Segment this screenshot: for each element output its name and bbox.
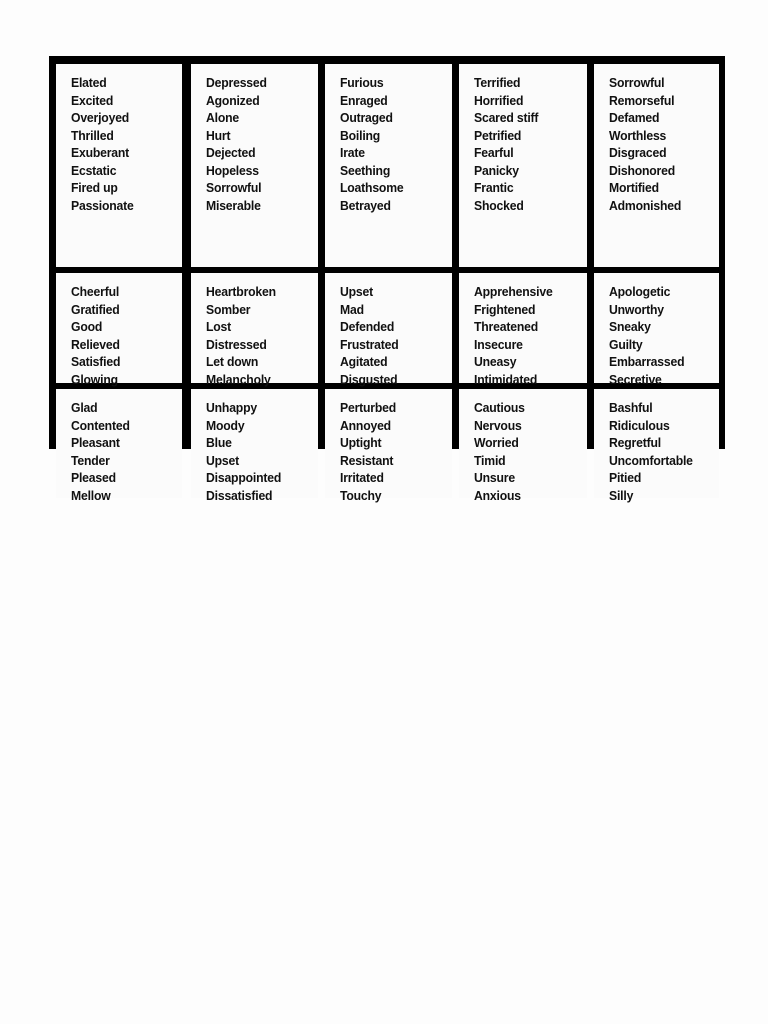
feeling-word: Unhappy bbox=[206, 400, 257, 415]
word-cell-r3-c2 bbox=[191, 389, 318, 503]
feeling-word: Enraged bbox=[340, 92, 388, 108]
feeling-word: Threatened bbox=[474, 319, 538, 334]
feeling-word: Perturbed bbox=[340, 400, 397, 415]
word-cell-r3-c5 bbox=[594, 389, 719, 503]
feeling-word: Passionate bbox=[71, 197, 134, 213]
word-cell-r3-c3 bbox=[325, 389, 452, 503]
feeling-word: Upset bbox=[206, 452, 240, 468]
feeling-word: Uneasy bbox=[474, 354, 517, 369]
feeling-word: Touchy bbox=[340, 487, 382, 503]
feeling-word: Hurt bbox=[206, 127, 231, 143]
feeling-word: Defended bbox=[340, 319, 395, 334]
feeling-word: Sneaky bbox=[609, 319, 651, 334]
feeling-word: Worthless bbox=[609, 127, 667, 143]
feeling-word: Distressed bbox=[206, 336, 267, 352]
word-cell-r1-c3 bbox=[325, 64, 452, 267]
feeling-word: Apprehensive bbox=[474, 284, 553, 299]
feeling-word: Scared stiff bbox=[474, 110, 539, 125]
feeling-word: Frantic bbox=[474, 180, 514, 195]
word-cell-r2-c1 bbox=[56, 273, 182, 387]
feeling-word: Depressed bbox=[206, 75, 267, 90]
feeling-word: Seething bbox=[340, 162, 391, 178]
feeling-word: Loathsome bbox=[340, 180, 404, 195]
feeling-word: Silly bbox=[609, 487, 634, 503]
feeling-word: Sorrowful bbox=[609, 75, 665, 90]
feeling-word: Boiling bbox=[340, 127, 381, 143]
feeling-word: Cheerful bbox=[71, 284, 120, 299]
feeling-word: Shocked bbox=[474, 197, 524, 213]
feeling-word: Disgraced bbox=[609, 145, 667, 160]
feeling-word: Regretful bbox=[609, 435, 661, 450]
feeling-word: Panicky bbox=[474, 162, 519, 178]
feeling-word: Intimidated bbox=[474, 371, 538, 387]
feeling-word: Glowing bbox=[71, 371, 118, 387]
feeling-word: Pitied bbox=[609, 470, 642, 485]
feeling-word: Moody bbox=[206, 417, 245, 433]
word-cell-r2-c2 bbox=[191, 273, 318, 387]
feeling-word: Timid bbox=[474, 452, 506, 468]
word-cell-r3-c4 bbox=[459, 389, 587, 503]
feeling-word: Dissatisfied bbox=[206, 487, 273, 503]
feeling-word: Irate bbox=[340, 145, 365, 160]
word-cell-r2-c5 bbox=[594, 273, 719, 387]
feeling-word: Satisfied bbox=[71, 354, 121, 369]
feeling-word: Unworthy bbox=[609, 301, 664, 317]
feeling-word: Petrified bbox=[474, 127, 522, 143]
feeling-word: Insecure bbox=[474, 336, 523, 352]
feeling-word: Sorrowful bbox=[206, 180, 262, 195]
word-cell-r2-c4 bbox=[459, 273, 587, 387]
feeling-word: Excited bbox=[71, 92, 114, 108]
feeling-word: Ridiculous bbox=[609, 417, 670, 433]
feelings-word-grid bbox=[49, 56, 725, 503]
feeling-word: Upset bbox=[340, 284, 374, 299]
feeling-word: Overjoyed bbox=[71, 110, 130, 125]
word-cell-r1-c5 bbox=[594, 64, 719, 267]
feeling-word: Uncomfortable bbox=[609, 452, 693, 468]
word-cell-r2-c3 bbox=[325, 273, 452, 387]
feeling-word: Worried bbox=[474, 435, 519, 450]
feeling-word: Cautious bbox=[474, 400, 525, 415]
feeling-word: Horrified bbox=[474, 92, 524, 108]
feeling-word: Frustrated bbox=[340, 336, 399, 352]
feeling-word: Betrayed bbox=[340, 197, 391, 213]
feeling-word: Mortified bbox=[609, 180, 659, 195]
feeling-word: Tender bbox=[71, 452, 110, 468]
feeling-word: Nervous bbox=[474, 417, 522, 433]
feeling-word: Fired up bbox=[71, 180, 118, 195]
feeling-word: Defamed bbox=[609, 110, 660, 125]
feeling-word: Pleased bbox=[71, 470, 116, 485]
feeling-word: Thrilled bbox=[71, 127, 114, 143]
feeling-word: Unsure bbox=[474, 470, 515, 485]
feeling-word: Miserable bbox=[206, 197, 261, 213]
feeling-word: Heartbroken bbox=[206, 284, 276, 299]
feeling-word: Resistant bbox=[340, 452, 394, 468]
feeling-word: Furious bbox=[340, 75, 384, 90]
feeling-word: Exuberant bbox=[71, 145, 130, 160]
feeling-word: Secretive bbox=[609, 371, 662, 387]
word-cell-r1-c1 bbox=[56, 64, 182, 267]
feeling-word: Lost bbox=[206, 319, 232, 334]
feeling-word: Uptight bbox=[340, 435, 382, 450]
feeling-word: Guilty bbox=[609, 336, 643, 352]
word-cell-r3-c1 bbox=[56, 389, 182, 503]
feeling-word: Mad bbox=[340, 301, 364, 317]
feeling-word: Let down bbox=[206, 354, 259, 369]
feeling-word: Annoyed bbox=[340, 417, 391, 433]
feeling-word: Agitated bbox=[340, 354, 388, 369]
feeling-word: Embarrassed bbox=[609, 354, 685, 369]
feeling-word: Hopeless bbox=[206, 162, 259, 178]
feeling-word: Pleasant bbox=[71, 435, 120, 450]
feeling-word: Anxious bbox=[474, 487, 521, 503]
word-cell-r1-c4 bbox=[459, 64, 587, 267]
feeling-word: Alone bbox=[206, 110, 240, 125]
feeling-word: Frightened bbox=[474, 301, 536, 317]
feeling-word: Bashful bbox=[609, 400, 653, 415]
feeling-word: Disgusted bbox=[340, 371, 398, 387]
feeling-word: Good bbox=[71, 319, 103, 334]
feeling-word: Somber bbox=[206, 301, 251, 317]
feeling-word: Disappointed bbox=[206, 470, 282, 485]
feeling-word: Admonished bbox=[609, 197, 682, 213]
feeling-word: Glad bbox=[71, 400, 98, 415]
feeling-word: Relieved bbox=[71, 336, 120, 352]
feeling-word: Fearful bbox=[474, 145, 514, 160]
feeling-word: Terrified bbox=[474, 75, 521, 90]
feeling-word: Ecstatic bbox=[71, 162, 117, 178]
feeling-word: Dishonored bbox=[609, 162, 676, 178]
feeling-word: Remorseful bbox=[609, 92, 675, 108]
feeling-word: Blue bbox=[206, 435, 232, 450]
feeling-word: Dejected bbox=[206, 145, 256, 160]
feeling-word: Contented bbox=[71, 417, 130, 433]
feeling-word: Gratified bbox=[71, 301, 120, 317]
feeling-word: Agonized bbox=[206, 92, 260, 108]
word-cell-r1-c2 bbox=[191, 64, 318, 267]
feeling-word: Irritated bbox=[340, 470, 384, 485]
feeling-word: Outraged bbox=[340, 110, 393, 125]
feeling-word: Apologetic bbox=[609, 284, 671, 299]
feeling-word: Melancholy bbox=[206, 371, 271, 387]
feeling-word: Mellow bbox=[71, 487, 111, 503]
feeling-word: Elated bbox=[71, 75, 107, 90]
